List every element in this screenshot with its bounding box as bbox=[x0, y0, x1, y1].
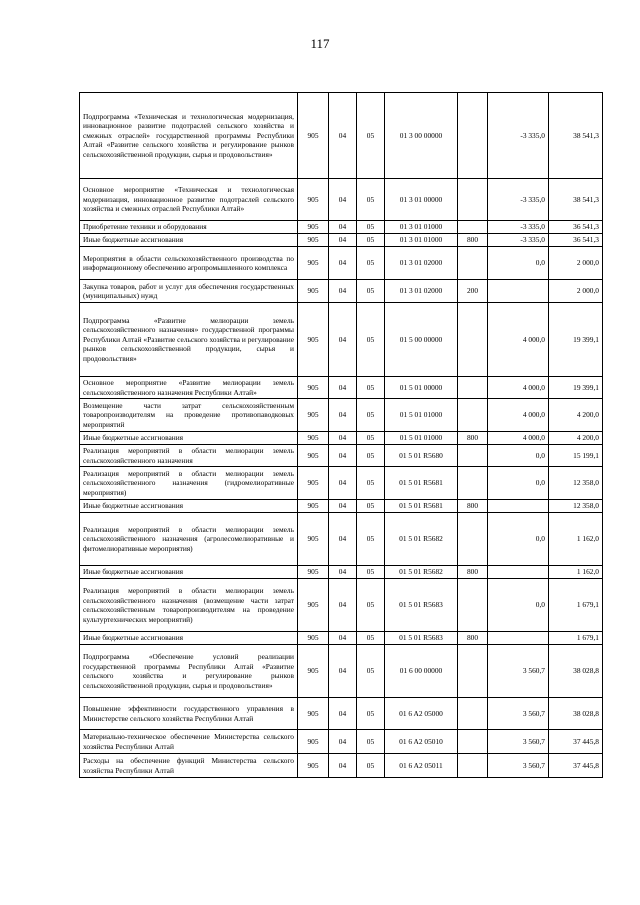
change-amount-cell bbox=[488, 280, 549, 303]
target-article-cell: 01 6 A2 05010 bbox=[385, 730, 458, 754]
expense-type-cell bbox=[458, 247, 488, 280]
total-amount-cell: 12 358,0 bbox=[549, 467, 603, 500]
row-name-cell: Иные бюджетные ассигнования bbox=[80, 632, 298, 645]
row-name-cell: Материально-техническое обеспечение Министерства сельского хозяйства Республики Алтай bbox=[80, 730, 298, 754]
table-row bbox=[80, 754, 603, 778]
section-code-cell: 04 bbox=[329, 513, 357, 566]
page-number: 117 bbox=[310, 36, 330, 51]
expense-type-cell bbox=[458, 645, 488, 698]
subsection-code-cell: 05 bbox=[357, 247, 385, 280]
row-name-cell: Иные бюджетные ассигнования bbox=[80, 566, 298, 579]
section-code-cell: 04 bbox=[329, 399, 357, 432]
subsection-code-cell: 05 bbox=[357, 303, 385, 377]
expense-type-cell bbox=[458, 179, 488, 221]
change-amount-cell: 4 000,0 bbox=[488, 399, 549, 432]
table-row bbox=[80, 234, 603, 247]
expense-type-cell bbox=[458, 399, 488, 432]
table-row bbox=[80, 303, 603, 377]
total-amount-cell: 1 162,0 bbox=[549, 566, 603, 579]
row-name-cell: Реализация мероприятий в области мелиорации земель сельскохозяйственного назначения bbox=[80, 445, 298, 467]
section-code-cell: 04 bbox=[329, 303, 357, 377]
target-article-cell: 01 5 00 00000 bbox=[385, 303, 458, 377]
expense-type-cell: 800 bbox=[458, 234, 488, 247]
budget-table-body bbox=[80, 93, 603, 778]
row-name-cell: Подпрограмма «Развитие мелиорации земель сельскохозяйственного назначения» государственной программы Республики Алтай «Развитие сельского хозяйства и регулирование рынков сельскохозяйственной продукции, сырья и продовольствия» bbox=[80, 303, 298, 377]
grbs-code-cell: 905 bbox=[298, 93, 329, 179]
target-article-cell: 01 3 00 00000 bbox=[385, 93, 458, 179]
change-amount-cell: 0,0 bbox=[488, 513, 549, 566]
subsection-code-cell: 05 bbox=[357, 234, 385, 247]
section-code-cell: 04 bbox=[329, 247, 357, 280]
expense-type-cell bbox=[458, 377, 488, 399]
subsection-code-cell: 05 bbox=[357, 632, 385, 645]
row-name-cell: Иные бюджетные ассигнования bbox=[80, 500, 298, 513]
section-code-cell: 04 bbox=[329, 698, 357, 730]
section-code-cell: 04 bbox=[329, 280, 357, 303]
total-amount-cell: 38 028,8 bbox=[549, 645, 603, 698]
row-name-cell: Подпрограмма «Обеспечение условий реализации государственной программы Республики Алтай «Развитие сельского хозяйства и регулирование рынков сельскохозяйственной продукции, сырья и продовольствия» bbox=[80, 645, 298, 698]
change-amount-cell: 4 000,0 bbox=[488, 432, 549, 445]
change-amount-cell: 4 000,0 bbox=[488, 377, 549, 399]
subsection-code-cell: 05 bbox=[357, 566, 385, 579]
target-article-cell: 01 5 01 R5682 bbox=[385, 513, 458, 566]
row-name-cell: Реализация мероприятий в области мелиорации земель сельскохозяйственного назначения (гидромелиоративные мероприятия) bbox=[80, 467, 298, 500]
table-row bbox=[80, 377, 603, 399]
table-row bbox=[80, 247, 603, 280]
total-amount-cell: 4 200,0 bbox=[549, 399, 603, 432]
subsection-code-cell: 05 bbox=[357, 93, 385, 179]
target-article-cell: 01 5 01 R5683 bbox=[385, 579, 458, 632]
total-amount-cell: 2 000,0 bbox=[549, 247, 603, 280]
target-article-cell: 01 5 01 R5681 bbox=[385, 500, 458, 513]
target-article-cell: 01 6 A2 05011 bbox=[385, 754, 458, 778]
change-amount-cell: 0,0 bbox=[488, 579, 549, 632]
grbs-code-cell: 905 bbox=[298, 303, 329, 377]
target-article-cell: 01 3 01 01000 bbox=[385, 221, 458, 234]
total-amount-cell: 2 000,0 bbox=[549, 280, 603, 303]
expense-type-cell bbox=[458, 513, 488, 566]
expense-type-cell: 800 bbox=[458, 566, 488, 579]
subsection-code-cell: 05 bbox=[357, 698, 385, 730]
table-row bbox=[80, 566, 603, 579]
target-article-cell: 01 5 01 R5683 bbox=[385, 632, 458, 645]
row-name-cell: Основное мероприятие «Техническая и технологическая модернизация, инновационное развитие подотраслей сельского хозяйства и смежных отраслей Республики Алтай» bbox=[80, 179, 298, 221]
subsection-code-cell: 05 bbox=[357, 445, 385, 467]
row-name-cell: Мероприятия в области сельскохозяйственного производства по информационному обеспечению агропромышленного комплекса bbox=[80, 247, 298, 280]
change-amount-cell bbox=[488, 632, 549, 645]
total-amount-cell: 36 541,3 bbox=[549, 234, 603, 247]
subsection-code-cell: 05 bbox=[357, 280, 385, 303]
section-code-cell: 04 bbox=[329, 179, 357, 221]
expense-type-cell bbox=[458, 467, 488, 500]
total-amount-cell: 4 200,0 bbox=[549, 432, 603, 445]
subsection-code-cell: 05 bbox=[357, 179, 385, 221]
total-amount-cell: 38 541,3 bbox=[549, 93, 603, 179]
row-name-cell: Приобретение техники и оборудования bbox=[80, 221, 298, 234]
grbs-code-cell: 905 bbox=[298, 221, 329, 234]
section-code-cell: 04 bbox=[329, 645, 357, 698]
table-row bbox=[80, 730, 603, 754]
change-amount-cell: 0,0 bbox=[488, 467, 549, 500]
total-amount-cell: 37 445,8 bbox=[549, 754, 603, 778]
grbs-code-cell: 905 bbox=[298, 280, 329, 303]
total-amount-cell: 15 199,1 bbox=[549, 445, 603, 467]
expense-type-cell bbox=[458, 445, 488, 467]
total-amount-cell: 38 028,8 bbox=[549, 698, 603, 730]
grbs-code-cell: 905 bbox=[298, 247, 329, 280]
change-amount-cell: -3 335,0 bbox=[488, 179, 549, 221]
table-row bbox=[80, 698, 603, 730]
target-article-cell: 01 5 01 00000 bbox=[385, 377, 458, 399]
subsection-code-cell: 05 bbox=[357, 467, 385, 500]
expense-type-cell: 800 bbox=[458, 632, 488, 645]
section-code-cell: 04 bbox=[329, 754, 357, 778]
change-amount-cell: 0,0 bbox=[488, 247, 549, 280]
row-name-cell: Повышение эффективности государственного управления в Министерстве сельского хозяйства Республики Алтай bbox=[80, 698, 298, 730]
section-code-cell: 04 bbox=[329, 730, 357, 754]
target-article-cell: 01 3 01 00000 bbox=[385, 179, 458, 221]
grbs-code-cell: 905 bbox=[298, 730, 329, 754]
total-amount-cell: 37 445,8 bbox=[549, 730, 603, 754]
grbs-code-cell: 905 bbox=[298, 500, 329, 513]
subsection-code-cell: 05 bbox=[357, 399, 385, 432]
table-row bbox=[80, 93, 603, 179]
expense-type-cell: 800 bbox=[458, 432, 488, 445]
total-amount-cell: 1 162,0 bbox=[549, 513, 603, 566]
table-row bbox=[80, 500, 603, 513]
expense-type-cell bbox=[458, 93, 488, 179]
row-name-cell: Основное мероприятие «Развитие мелиорации земель сельскохозяйственного назначения Республики Алтай» bbox=[80, 377, 298, 399]
change-amount-cell: -3 335,0 bbox=[488, 93, 549, 179]
subsection-code-cell: 05 bbox=[357, 221, 385, 234]
change-amount-cell bbox=[488, 500, 549, 513]
section-code-cell: 04 bbox=[329, 221, 357, 234]
change-amount-cell bbox=[488, 566, 549, 579]
total-amount-cell: 12 358,0 bbox=[549, 500, 603, 513]
target-article-cell: 01 6 00 00000 bbox=[385, 645, 458, 698]
section-code-cell: 04 bbox=[329, 632, 357, 645]
grbs-code-cell: 905 bbox=[298, 445, 329, 467]
subsection-code-cell: 05 bbox=[357, 579, 385, 632]
section-code-cell: 04 bbox=[329, 93, 357, 179]
change-amount-cell: 3 560,7 bbox=[488, 645, 549, 698]
table-row bbox=[80, 179, 603, 221]
grbs-code-cell: 905 bbox=[298, 432, 329, 445]
target-article-cell: 01 5 01 01000 bbox=[385, 399, 458, 432]
total-amount-cell: 38 541,3 bbox=[549, 179, 603, 221]
grbs-code-cell: 905 bbox=[298, 467, 329, 500]
grbs-code-cell: 905 bbox=[298, 754, 329, 778]
total-amount-cell: 1 679,1 bbox=[549, 632, 603, 645]
table-row bbox=[80, 432, 603, 445]
table-row bbox=[80, 513, 603, 566]
subsection-code-cell: 05 bbox=[357, 730, 385, 754]
expense-type-cell bbox=[458, 303, 488, 377]
table-row bbox=[80, 280, 603, 303]
subsection-code-cell: 05 bbox=[357, 377, 385, 399]
expense-type-cell: 200 bbox=[458, 280, 488, 303]
expense-type-cell bbox=[458, 730, 488, 754]
row-name-cell: Подпрограмма «Техническая и технологическая модернизация, инновационное развитие подотраслей сельского хозяйства и смежных отраслей» государственной программы Республики Алтай «Развитие сельского хозяйства и регулирование рынков сельскохозяйственной продукции, сырья и продовольствия» bbox=[80, 93, 298, 179]
table-row bbox=[80, 579, 603, 632]
change-amount-cell: 3 560,7 bbox=[488, 698, 549, 730]
target-article-cell: 01 3 01 02000 bbox=[385, 247, 458, 280]
grbs-code-cell: 905 bbox=[298, 632, 329, 645]
table-row bbox=[80, 445, 603, 467]
target-article-cell: 01 6 A2 05000 bbox=[385, 698, 458, 730]
grbs-code-cell: 905 bbox=[298, 566, 329, 579]
section-code-cell: 04 bbox=[329, 566, 357, 579]
table-row bbox=[80, 221, 603, 234]
budget-table bbox=[79, 92, 603, 778]
subsection-code-cell: 05 bbox=[357, 513, 385, 566]
target-article-cell: 01 5 01 R5681 bbox=[385, 467, 458, 500]
total-amount-cell: 1 679,1 bbox=[549, 579, 603, 632]
table-row bbox=[80, 467, 603, 500]
row-name-cell: Реализация мероприятий в области мелиорации земель сельскохозяйственного назначения (агролесомелиоративные и фитомелиоративные мероприятия) bbox=[80, 513, 298, 566]
total-amount-cell: 19 399,1 bbox=[549, 377, 603, 399]
target-article-cell: 01 5 01 R5682 bbox=[385, 566, 458, 579]
section-code-cell: 04 bbox=[329, 432, 357, 445]
change-amount-cell: -3 335,0 bbox=[488, 221, 549, 234]
row-name-cell: Реализация мероприятий в области мелиорации земель сельскохозяйственного назначения (возмещение части затрат сельскохозяйственным товаропроизводителям на проведение культуртехнических мероприятий) bbox=[80, 579, 298, 632]
grbs-code-cell: 905 bbox=[298, 399, 329, 432]
subsection-code-cell: 05 bbox=[357, 754, 385, 778]
row-name-cell: Расходы на обеспечение функций Министерства сельского хозяйства Республики Алтай bbox=[80, 754, 298, 778]
row-name-cell: Иные бюджетные ассигнования bbox=[80, 432, 298, 445]
table-row bbox=[80, 399, 603, 432]
expense-type-cell bbox=[458, 579, 488, 632]
subsection-code-cell: 05 bbox=[357, 500, 385, 513]
subsection-code-cell: 05 bbox=[357, 645, 385, 698]
change-amount-cell: 4 000,0 bbox=[488, 303, 549, 377]
subsection-code-cell: 05 bbox=[357, 432, 385, 445]
section-code-cell: 04 bbox=[329, 445, 357, 467]
grbs-code-cell: 905 bbox=[298, 698, 329, 730]
grbs-code-cell: 905 bbox=[298, 645, 329, 698]
row-name-cell: Закупка товаров, работ и услуг для обеспечения государственных (муниципальных) нужд bbox=[80, 280, 298, 303]
grbs-code-cell: 905 bbox=[298, 234, 329, 247]
target-article-cell: 01 3 01 02000 bbox=[385, 280, 458, 303]
expense-type-cell bbox=[458, 754, 488, 778]
target-article-cell: 01 5 01 R5680 bbox=[385, 445, 458, 467]
total-amount-cell: 36 541,3 bbox=[549, 221, 603, 234]
target-article-cell: 01 5 01 01000 bbox=[385, 432, 458, 445]
grbs-code-cell: 905 bbox=[298, 377, 329, 399]
expense-type-cell bbox=[458, 698, 488, 730]
target-article-cell: 01 3 01 01000 bbox=[385, 234, 458, 247]
expense-type-cell: 800 bbox=[458, 500, 488, 513]
section-code-cell: 04 bbox=[329, 579, 357, 632]
expense-type-cell bbox=[458, 221, 488, 234]
section-code-cell: 04 bbox=[329, 467, 357, 500]
change-amount-cell: 3 560,7 bbox=[488, 754, 549, 778]
grbs-code-cell: 905 bbox=[298, 513, 329, 566]
change-amount-cell: -3 335,0 bbox=[488, 234, 549, 247]
section-code-cell: 04 bbox=[329, 500, 357, 513]
table-row bbox=[80, 645, 603, 698]
grbs-code-cell: 905 bbox=[298, 179, 329, 221]
grbs-code-cell: 905 bbox=[298, 579, 329, 632]
section-code-cell: 04 bbox=[329, 377, 357, 399]
row-name-cell: Иные бюджетные ассигнования bbox=[80, 234, 298, 247]
table-row bbox=[80, 632, 603, 645]
total-amount-cell: 19 399,1 bbox=[549, 303, 603, 377]
change-amount-cell: 0,0 bbox=[488, 445, 549, 467]
row-name-cell: Возмещение части затрат сельскохозяйственным товаропроизводителям на проведение противопаводковых мероприятий bbox=[80, 399, 298, 432]
change-amount-cell: 3 560,7 bbox=[488, 730, 549, 754]
section-code-cell: 04 bbox=[329, 234, 357, 247]
